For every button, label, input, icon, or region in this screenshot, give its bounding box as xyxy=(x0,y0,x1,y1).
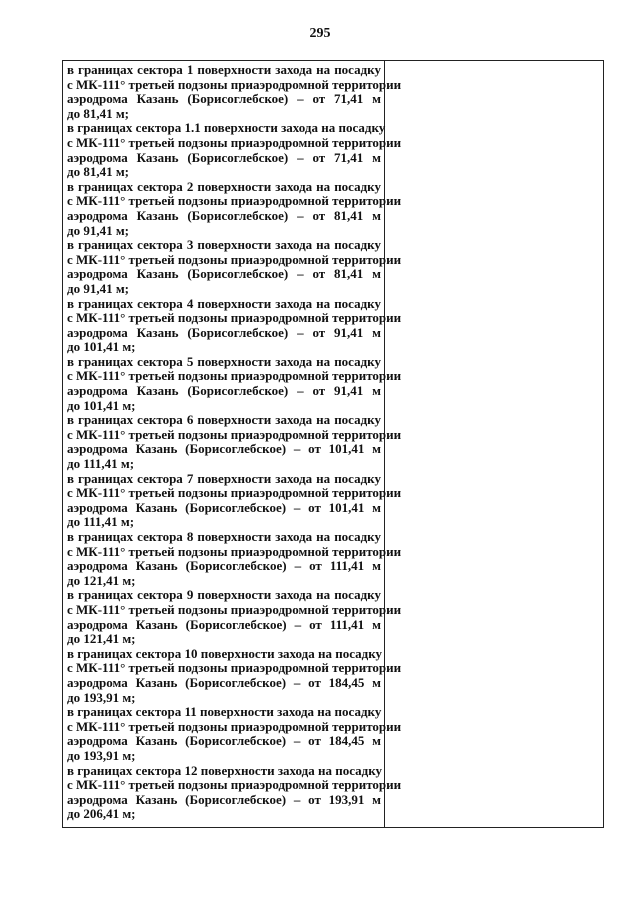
entry-line: до 193,91 м; xyxy=(67,689,136,705)
entry-line: до 81,41 м; xyxy=(67,164,130,180)
entry-line: в границах сектора 6 поверхности захода на посадку xyxy=(67,412,381,428)
entry-line: с МК-111° третьей подзоны приаэродромной территории xyxy=(67,660,402,676)
entry-line: до 81,41 м; xyxy=(67,105,130,121)
entry-line: с МК-111° третьей подзоны приаэродромной территории xyxy=(67,368,402,384)
entry-line: с МК-111° третьей подзоны приаэродромной территории xyxy=(67,134,402,150)
table-entry xyxy=(67,295,402,355)
table-entry xyxy=(67,237,402,296)
table-entry xyxy=(67,529,402,588)
entry-line: аэродрома Казань (Борисоглебское) – от 91,41 м xyxy=(67,383,381,399)
entry-line: до 91,41 м; xyxy=(67,222,130,238)
entry-line: в границах сектора 10 поверхности захода на посадку xyxy=(67,645,383,661)
entry-line: аэродрома Казань (Борисоглебское) – от 111,41 м xyxy=(67,616,381,632)
document-table xyxy=(62,60,604,828)
table-cell-right xyxy=(385,61,603,827)
entry-line: с МК-111° третьей подзоны приаэродромной территории xyxy=(67,601,402,617)
table-entry xyxy=(67,353,402,413)
entry-line: аэродрома Казань (Борисоглебское) – от 71,41 м xyxy=(67,91,381,107)
entry-line: в границах сектора 4 поверхности захода на посадку xyxy=(67,295,381,311)
entry-line: до 121,41 м; xyxy=(67,631,136,647)
entry-line: до 111,41 м; xyxy=(67,456,135,472)
entry-line: в границах сектора 8 поверхности захода на посадку xyxy=(67,529,381,544)
entry-line: до 206,41 м; xyxy=(67,806,136,822)
table-entry xyxy=(67,62,402,121)
entry-line: аэродрома Казань (Борисоглебское) – от 91,41 м xyxy=(67,324,381,340)
table-entry xyxy=(67,645,402,705)
entry-line: аэродрома Казань (Борисоглебское) – от 81,41 м xyxy=(67,266,381,282)
entry-line: до 111,41 м; xyxy=(67,514,135,530)
entry-line: с МК-111° третьей подзоны приаэродромной территории xyxy=(67,310,402,326)
entry-line: аэродрома Казань (Борисоглебское) – от 193,91 м xyxy=(67,791,381,807)
entry-line: в границах сектора 9 поверхности захода на посадку xyxy=(67,587,381,603)
table-entry xyxy=(67,587,402,647)
entry-line: до 101,41 м; xyxy=(67,339,136,355)
entry-line: аэродрома Казань (Борисоглебское) – от 184,45 м xyxy=(67,733,381,749)
entry-line: с МК-111° третьей подзоны приаэродромной территории xyxy=(67,718,402,734)
entry-line: с МК-111° третьей подзоны приаэродромной территории xyxy=(67,543,402,559)
entry-line: с МК-111° третьей подзоны приаэродромной территории xyxy=(67,777,402,793)
entry-line: до 121,41 м; xyxy=(67,572,136,588)
entry-line: в границах сектора 5 поверхности захода на посадку xyxy=(67,353,381,369)
table-entry xyxy=(67,704,402,763)
entry-line: до 91,41 м; xyxy=(67,280,130,296)
entry-line: аэродрома Казань (Борисоглебское) – от 101,41 м xyxy=(67,499,381,515)
entry-line: в границах сектора 1 поверхности захода на посадку xyxy=(67,62,381,77)
table-entry xyxy=(67,120,402,180)
entry-line: с МК-111° третьей подзоны приаэродромной территории xyxy=(67,426,402,442)
table-cell-left xyxy=(63,61,402,827)
table-entry xyxy=(67,412,402,472)
entry-line: с МК-111° третьей подзоны приаэродромной территории xyxy=(67,193,402,209)
entry-line: с МК-111° третьей подзоны приаэродромной территории xyxy=(67,76,402,92)
entry-line: с МК-111° третьей подзоны приаэродромной территории xyxy=(67,251,402,267)
entry-line: в границах сектора 11 поверхности захода на посадку xyxy=(67,704,382,720)
entry-line: в границах сектора 2 поверхности захода на посадку xyxy=(67,178,381,194)
entry-line: аэродрома Казань (Борисоглебское) – от 111,41 м xyxy=(67,558,381,574)
entry-line: аэродрома Казань (Борисоглебское) – от 71,41 м xyxy=(67,149,381,165)
entry-line: с МК-111° третьей подзоны приаэродромной территории xyxy=(67,485,402,501)
entry-line: до 101,41 м; xyxy=(67,397,136,413)
table-entry xyxy=(67,178,402,238)
entry-line: до 193,91 м; xyxy=(67,747,136,763)
table-entry xyxy=(67,762,402,822)
entry-line: аэродрома Казань (Борисоглебское) – от 101,41 м xyxy=(67,441,381,457)
page-number: 295 xyxy=(309,26,331,41)
entry-line: в границах сектора 7 поверхности захода на посадку xyxy=(67,470,381,486)
entry-line: в границах сектора 12 поверхности захода на посадку xyxy=(67,762,383,778)
entry-line: в границах сектора 1.1 поверхности захода на посадку xyxy=(67,120,386,136)
entry-line: в границах сектора 3 поверхности захода на посадку xyxy=(67,237,381,253)
entry-line: аэродрома Казань (Борисоглебское) – от 184,45 м xyxy=(67,674,381,690)
table-entry xyxy=(67,470,402,530)
entry-line: аэродрома Казань (Борисоглебское) – от 81,41 м xyxy=(67,207,381,223)
